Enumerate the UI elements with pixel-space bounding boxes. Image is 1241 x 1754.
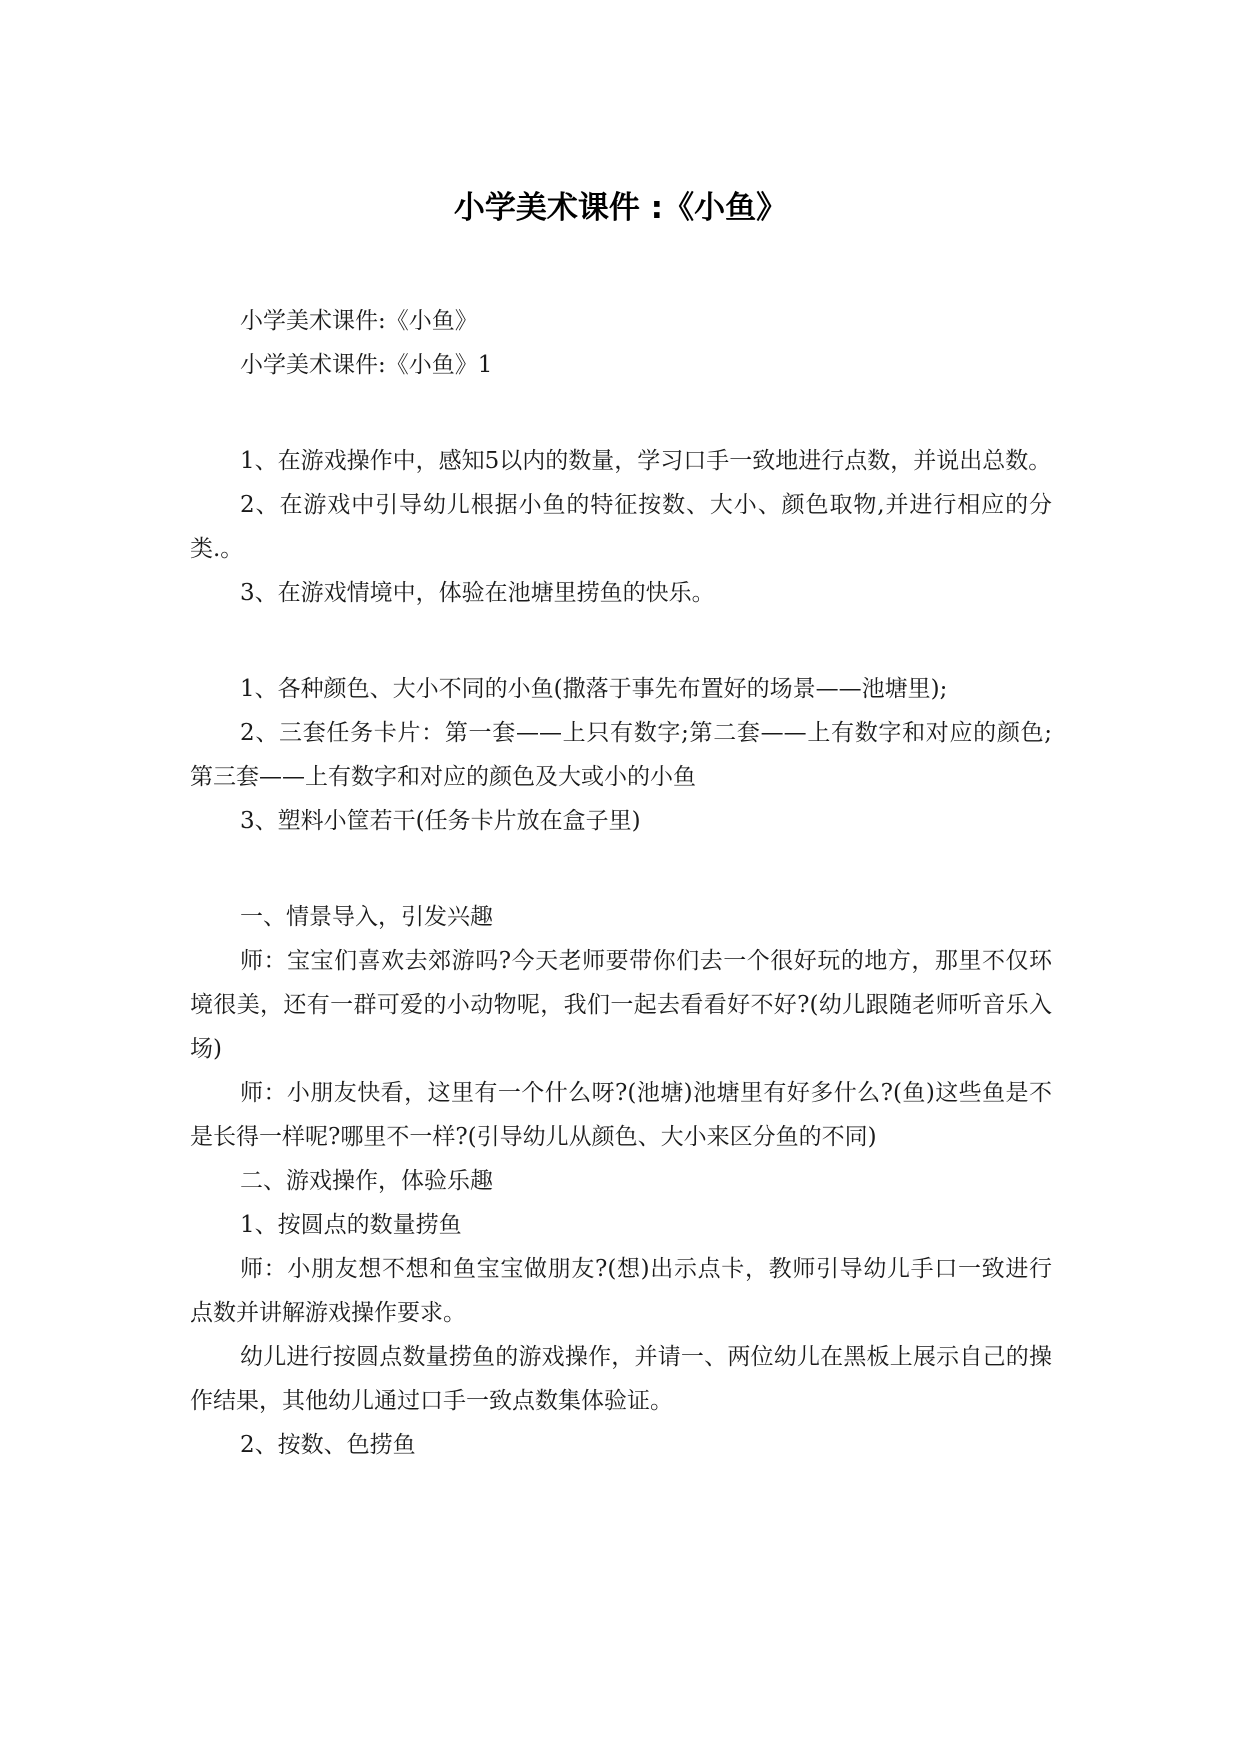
- document-body: [190, 299, 1052, 1467]
- document-title: 小学美术课件 :《小鱼》: [453, 190, 788, 226]
- section-gap: [190, 387, 1052, 439]
- section-gap: [190, 843, 1052, 895]
- goal-item: 1、在游戏操作中，感知5以内的数量，学习口手一致地进行点数，并说出总数。: [240, 448, 1052, 474]
- header-line: 小学美术课件:《小鱼》1: [240, 352, 493, 378]
- process-paragraph: 师：小朋友快看，这里有一个什么呀?(池塘)池塘里有好多什么?(鱼)这些鱼是不是长得一样呢?哪里不一样?(引导幼儿从颜色、大小来区分鱼的不同): [190, 1080, 1052, 1150]
- process-paragraph: 师：小朋友想不想和鱼宝宝做朋友?(想)出示点卡，教师引导幼儿手口一致进行点数并讲解游戏操作要求。: [190, 1256, 1052, 1326]
- process-heading: 一、情景导入，引发兴趣: [240, 904, 493, 930]
- material-item: 1、各种颜色、大小不同的小鱼(撒落于事先布置好的场景——池塘里);: [240, 676, 948, 702]
- goal-item: 3、在游戏情境中，体验在池塘里捞鱼的快乐。: [240, 580, 715, 606]
- process-paragraph: 师：宝宝们喜欢去郊游吗?今天老师要带你们去一个很好玩的地方，那里不仅环境很美，还有一群可爱的小动物呢，我们一起去看看好不好?(幼儿跟随老师听音乐入场): [190, 948, 1052, 1062]
- goal-item: 2、在游戏中引导幼儿根据小鱼的特征按数、大小、颜色取物,并进行相应的分类.。: [190, 492, 1052, 562]
- material-item: 2、三套任务卡片：第一套——上只有数字;第二套——上有数字和对应的颜色;第三套——上有数字和对应的颜色及大或小的小鱼: [190, 720, 1052, 790]
- process-subheading: 1、按圆点的数量捞鱼: [240, 1212, 462, 1238]
- process-paragraph: 幼儿进行按圆点数量捞鱼的游戏操作，并请一、两位幼儿在黑板上展示自己的操作结果，其他幼儿通过口手一致点数集体验证。: [190, 1344, 1052, 1414]
- material-item: 3、塑料小筐若干(任务卡片放在盒子里): [240, 808, 641, 834]
- header-line: 小学美术课件:《小鱼》: [240, 308, 478, 334]
- process-subheading: 2、按数、色捞鱼: [240, 1432, 416, 1458]
- process-heading: 二、游戏操作，体验乐趣: [240, 1168, 493, 1194]
- section-gap: [190, 615, 1052, 667]
